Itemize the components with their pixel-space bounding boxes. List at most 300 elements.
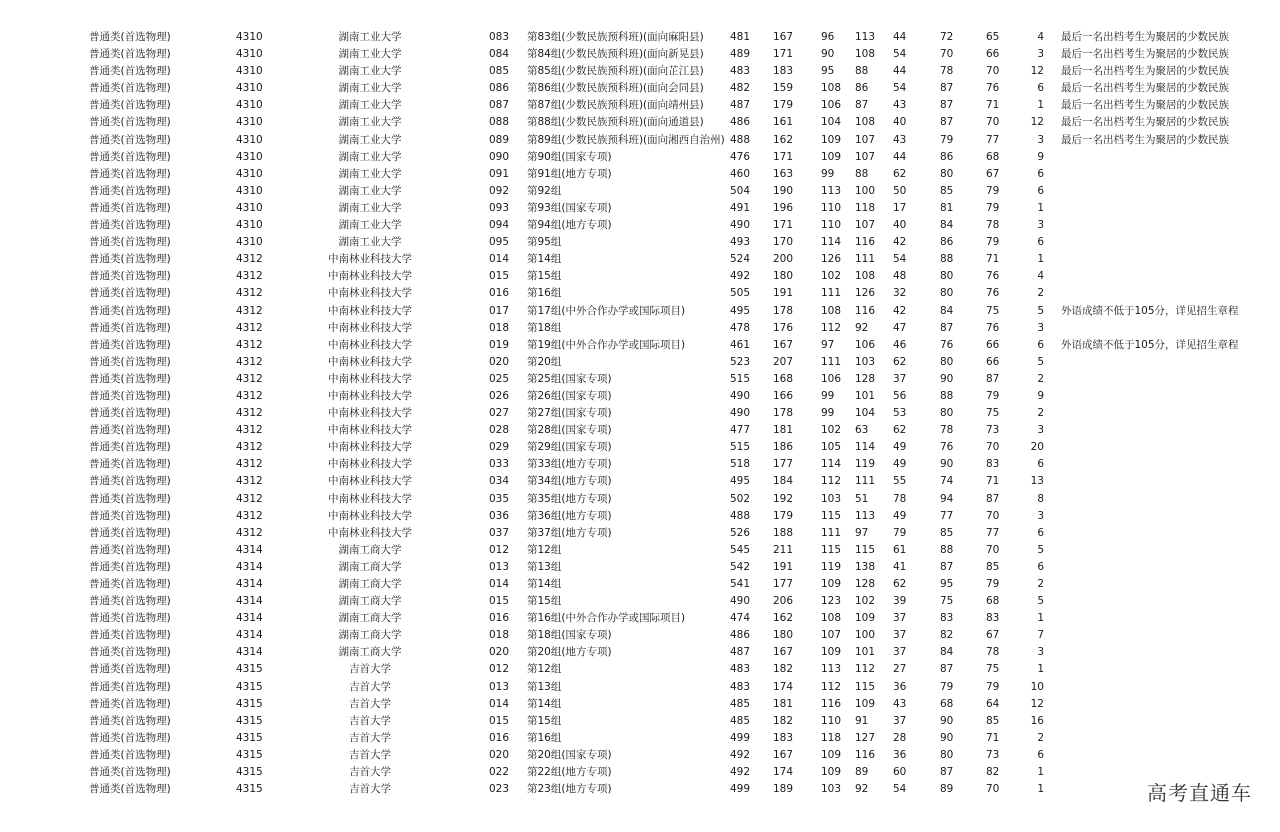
group-name-cell: 第84组(少数民族预科班)(面向新晃县) xyxy=(527,48,704,61)
score-cell-6: 81 xyxy=(940,201,954,214)
score-cell-4: 51 xyxy=(855,492,869,505)
score-cell-3: 111 xyxy=(821,287,842,300)
score-cell-6: 72 xyxy=(940,31,954,43)
group-code-cell: 083 xyxy=(489,31,510,43)
school-code-cell: 4312 xyxy=(236,526,263,539)
score-total-cell: 488 xyxy=(730,509,751,522)
score-cell-5: 49 xyxy=(893,509,907,522)
group-code-cell: 035 xyxy=(489,492,510,505)
plan-count-cell: 6 xyxy=(1037,167,1044,180)
score-cell-4: 128 xyxy=(855,372,876,385)
score-cell-4: 97 xyxy=(855,526,869,539)
score-cell-4: 88 xyxy=(855,65,869,78)
school-code-cell: 4312 xyxy=(236,372,263,385)
score-cell-2: 191 xyxy=(773,287,794,300)
category-cell: 普通类(首选物理) xyxy=(89,338,171,351)
category-cell: 普通类(首选物理) xyxy=(89,560,171,573)
table-row xyxy=(0,696,1280,713)
score-cell-2: 159 xyxy=(773,82,794,95)
school-name-cell: 湖南工商大学 xyxy=(338,578,402,590)
category-cell: 普通类(首选物理) xyxy=(89,492,171,505)
score-cell-5: 43 xyxy=(893,99,907,112)
school-code-cell: 4312 xyxy=(236,304,263,317)
score-cell-3: 126 xyxy=(821,253,842,266)
category-cell: 普通类(首选物理) xyxy=(89,355,171,368)
score-cell-5: 55 xyxy=(893,475,907,488)
score-cell-4: 89 xyxy=(855,766,869,779)
group-name-cell: 第15组 xyxy=(527,595,562,608)
score-cell-4: 104 xyxy=(855,407,876,420)
group-name-cell: 第16组 xyxy=(527,287,562,300)
score-cell-7: 87 xyxy=(986,492,1000,505)
category-cell: 普通类(首选物理) xyxy=(89,407,171,420)
score-total-cell: 489 xyxy=(730,48,751,61)
school-code-cell: 4310 xyxy=(236,116,263,129)
table-row xyxy=(0,371,1280,388)
score-cell-6: 77 xyxy=(940,509,954,522)
plan-count-cell: 5 xyxy=(1037,595,1044,608)
school-code-cell: 4312 xyxy=(236,441,263,454)
score-cell-5: 43 xyxy=(893,133,907,146)
score-cell-6: 84 xyxy=(940,219,954,232)
score-cell-3: 109 xyxy=(821,646,842,659)
score-cell-5: 17 xyxy=(893,201,907,214)
score-cell-2: 163 xyxy=(773,167,794,180)
score-cell-4: 119 xyxy=(855,458,876,471)
score-cell-6: 80 xyxy=(940,167,954,180)
score-cell-4: 118 xyxy=(855,201,876,214)
group-code-cell: 034 xyxy=(489,475,510,488)
score-total-cell: 490 xyxy=(730,389,751,402)
school-code-cell: 4312 xyxy=(236,321,263,334)
score-cell-6: 88 xyxy=(940,253,954,266)
plan-count-cell: 6 xyxy=(1037,82,1044,95)
score-total-cell: 526 xyxy=(730,526,751,539)
group-name-cell: 第19组(中外合作办学或国际项目) xyxy=(527,338,686,351)
score-cell-7: 73 xyxy=(986,748,1000,761)
score-cell-6: 84 xyxy=(940,304,954,317)
school-name-cell: 中南林业科技大学 xyxy=(328,321,412,334)
group-name-cell: 第93组(国家专项) xyxy=(527,201,612,214)
group-code-cell: 014 xyxy=(489,578,510,590)
group-code-cell: 023 xyxy=(489,783,510,796)
school-name-cell: 吉首大学 xyxy=(349,766,391,779)
plan-count-cell: 1 xyxy=(1037,783,1044,796)
score-cell-3: 104 xyxy=(821,116,842,129)
school-code-cell: 4315 xyxy=(236,680,263,693)
score-cell-4: 107 xyxy=(855,150,876,163)
score-cell-4: 109 xyxy=(855,612,876,625)
plan-count-cell: 9 xyxy=(1037,150,1044,163)
group-code-cell: 016 xyxy=(489,287,510,300)
school-code-cell: 4310 xyxy=(236,31,263,43)
score-cell-5: 54 xyxy=(893,783,907,796)
plan-count-cell: 2 xyxy=(1037,287,1044,300)
school-code-cell: 4310 xyxy=(236,99,263,112)
score-cell-2: 179 xyxy=(773,509,794,522)
score-cell-5: 50 xyxy=(893,184,907,197)
category-cell: 普通类(首选物理) xyxy=(89,748,171,761)
score-cell-5: 36 xyxy=(893,748,907,761)
score-cell-2: 171 xyxy=(773,219,794,232)
score-total-cell: 485 xyxy=(730,697,751,710)
score-cell-3: 96 xyxy=(821,31,835,43)
school-code-cell: 4310 xyxy=(236,133,263,146)
table-row xyxy=(0,439,1280,456)
school-name-cell: 吉首大学 xyxy=(349,680,391,693)
school-code-cell: 4315 xyxy=(236,783,263,796)
score-cell-4: 103 xyxy=(855,355,876,368)
group-code-cell: 028 xyxy=(489,424,510,437)
score-cell-4: 92 xyxy=(855,783,869,796)
score-cell-7: 83 xyxy=(986,612,1000,625)
school-name-cell: 湖南工业大学 xyxy=(338,82,402,95)
category-cell: 普通类(首选物理) xyxy=(89,99,171,112)
score-cell-4: 111 xyxy=(855,253,876,266)
score-total-cell: 486 xyxy=(730,629,751,642)
plan-count-cell: 5 xyxy=(1037,355,1044,368)
score-total-cell: 523 xyxy=(730,355,751,368)
school-code-cell: 4314 xyxy=(236,646,263,659)
school-code-cell: 4310 xyxy=(236,184,263,197)
school-name-cell: 湖南工业大学 xyxy=(338,184,402,197)
group-code-cell: 089 xyxy=(489,133,510,146)
table-row xyxy=(0,559,1280,576)
score-cell-2: 176 xyxy=(773,321,794,334)
table-row xyxy=(0,217,1280,234)
score-cell-4: 113 xyxy=(855,31,876,43)
score-cell-2: 181 xyxy=(773,697,794,710)
plan-count-cell: 3 xyxy=(1037,219,1044,232)
group-name-cell: 第16组(中外合作办学或国际项目) xyxy=(527,612,686,625)
score-total-cell: 474 xyxy=(730,612,751,625)
score-cell-3: 105 xyxy=(821,441,842,454)
group-name-cell: 第22组(地方专项) xyxy=(527,766,612,779)
group-code-cell: 016 xyxy=(489,731,510,744)
plan-count-cell: 12 xyxy=(1030,65,1044,78)
score-cell-6: 80 xyxy=(940,407,954,420)
score-cell-3: 95 xyxy=(821,65,835,78)
score-cell-3: 113 xyxy=(821,663,842,676)
score-cell-7: 76 xyxy=(986,287,1000,300)
score-cell-7: 85 xyxy=(986,714,1000,727)
category-cell: 普通类(首选物理) xyxy=(89,321,171,334)
score-cell-6: 87 xyxy=(940,321,954,334)
score-cell-2: 196 xyxy=(773,201,794,214)
score-cell-6: 88 xyxy=(940,389,954,402)
school-code-cell: 4312 xyxy=(236,253,263,266)
score-cell-4: 102 xyxy=(855,595,876,608)
score-cell-4: 108 xyxy=(855,116,876,129)
score-cell-2: 200 xyxy=(773,253,794,266)
school-name-cell: 湖南工业大学 xyxy=(338,167,402,180)
score-cell-7: 66 xyxy=(986,355,1000,368)
school-code-cell: 4314 xyxy=(236,629,263,642)
score-total-cell: 477 xyxy=(730,424,751,437)
plan-count-cell: 1 xyxy=(1037,766,1044,779)
score-cell-6: 88 xyxy=(940,543,954,556)
score-total-cell: 482 xyxy=(730,82,751,95)
score-cell-2: 174 xyxy=(773,680,794,693)
group-code-cell: 094 xyxy=(489,219,510,232)
score-cell-4: 86 xyxy=(855,82,869,95)
score-cell-3: 99 xyxy=(821,407,835,420)
plan-count-cell: 1 xyxy=(1037,663,1044,676)
score-cell-7: 67 xyxy=(986,629,1000,642)
score-cell-5: 49 xyxy=(893,441,907,454)
score-total-cell: 486 xyxy=(730,116,751,129)
group-name-cell: 第36组(地方专项) xyxy=(527,509,612,522)
score-total-cell: 499 xyxy=(730,731,751,744)
score-cell-3: 102 xyxy=(821,424,842,437)
score-cell-2: 171 xyxy=(773,48,794,61)
group-code-cell: 020 xyxy=(489,646,510,659)
score-cell-7: 87 xyxy=(986,372,1000,385)
score-cell-4: 116 xyxy=(855,748,876,761)
score-cell-2: 180 xyxy=(773,629,794,642)
plan-count-cell: 2 xyxy=(1037,578,1044,590)
score-cell-6: 78 xyxy=(940,424,954,437)
score-cell-2: 178 xyxy=(773,407,794,420)
score-cell-6: 87 xyxy=(940,560,954,573)
plan-count-cell: 3 xyxy=(1037,48,1044,61)
table-row xyxy=(0,576,1280,593)
score-total-cell: 490 xyxy=(730,407,751,420)
category-cell: 普通类(首选物理) xyxy=(89,458,171,471)
score-cell-7: 70 xyxy=(986,783,1000,796)
score-total-cell: 487 xyxy=(730,646,751,659)
table-row xyxy=(0,422,1280,439)
score-cell-7: 71 xyxy=(986,475,1000,488)
category-cell: 普通类(首选物理) xyxy=(89,697,171,710)
score-total-cell: 483 xyxy=(730,65,751,78)
score-cell-6: 87 xyxy=(940,116,954,129)
score-cell-3: 108 xyxy=(821,612,842,625)
score-cell-5: 54 xyxy=(893,253,907,266)
score-cell-7: 76 xyxy=(986,270,1000,283)
score-cell-7: 85 xyxy=(986,560,1000,573)
score-cell-6: 85 xyxy=(940,184,954,197)
plan-count-cell: 6 xyxy=(1037,526,1044,539)
score-cell-7: 70 xyxy=(986,65,1000,78)
note-cell: 最后一名出档考生为聚居的少数民族 xyxy=(1061,31,1229,43)
group-code-cell: 090 xyxy=(489,150,510,163)
score-cell-6: 85 xyxy=(940,526,954,539)
score-cell-5: 43 xyxy=(893,697,907,710)
score-cell-4: 107 xyxy=(855,133,876,146)
plan-count-cell: 6 xyxy=(1037,338,1044,351)
group-code-cell: 015 xyxy=(489,714,510,727)
score-cell-7: 67 xyxy=(986,167,1000,180)
school-name-cell: 湖南工商大学 xyxy=(338,646,402,659)
school-name-cell: 湖南工业大学 xyxy=(338,116,402,129)
table-row xyxy=(0,46,1280,63)
note-cell: 外语成绩不低于105分，详见招生章程 xyxy=(1061,304,1239,317)
table-row xyxy=(0,388,1280,405)
note-cell: 外语成绩不低于105分，详见招生章程 xyxy=(1061,338,1239,351)
score-cell-3: 110 xyxy=(821,219,842,232)
score-cell-3: 112 xyxy=(821,680,842,693)
group-name-cell: 第88组(少数民族预科班)(面向通道县) xyxy=(527,116,704,129)
school-name-cell: 吉首大学 xyxy=(349,697,391,710)
category-cell: 普通类(首选物理) xyxy=(89,167,171,180)
plan-count-cell: 5 xyxy=(1037,304,1044,317)
note-cell: 最后一名出档考生为聚居的少数民族 xyxy=(1061,65,1229,78)
category-cell: 普通类(首选物理) xyxy=(89,543,171,556)
school-code-cell: 4315 xyxy=(236,731,263,744)
score-total-cell: 541 xyxy=(730,578,751,590)
plan-count-cell: 12 xyxy=(1030,697,1044,710)
group-name-cell: 第35组(地方专项) xyxy=(527,492,612,505)
school-name-cell: 中南林业科技大学 xyxy=(328,372,412,385)
category-cell: 普通类(首选物理) xyxy=(89,766,171,779)
score-cell-2: 188 xyxy=(773,526,794,539)
table-row xyxy=(0,320,1280,337)
school-name-cell: 湖南工商大学 xyxy=(338,629,402,642)
score-cell-2: 189 xyxy=(773,783,794,796)
school-code-cell: 4312 xyxy=(236,475,263,488)
score-cell-2: 182 xyxy=(773,663,794,676)
school-name-cell: 湖南工业大学 xyxy=(338,65,402,78)
score-cell-2: 179 xyxy=(773,99,794,112)
school-name-cell: 湖南工业大学 xyxy=(338,201,402,214)
score-cell-7: 71 xyxy=(986,99,1000,112)
score-total-cell: 545 xyxy=(730,543,751,556)
category-cell: 普通类(首选物理) xyxy=(89,526,171,539)
score-cell-6: 79 xyxy=(940,133,954,146)
table-row xyxy=(0,149,1280,166)
score-total-cell: 488 xyxy=(730,133,751,146)
score-cell-2: 183 xyxy=(773,731,794,744)
score-total-cell: 481 xyxy=(730,31,751,43)
score-cell-2: 192 xyxy=(773,492,794,505)
score-cell-7: 68 xyxy=(986,150,1000,163)
group-code-cell: 095 xyxy=(489,236,510,249)
group-code-cell: 016 xyxy=(489,612,510,625)
score-total-cell: 495 xyxy=(730,475,751,488)
plan-count-cell: 1 xyxy=(1037,612,1044,625)
category-cell: 普通类(首选物理) xyxy=(89,612,171,625)
score-cell-3: 112 xyxy=(821,321,842,334)
score-total-cell: 504 xyxy=(730,184,751,197)
score-cell-4: 115 xyxy=(855,543,876,556)
group-name-cell: 第17组(中外合作办学或国际项目) xyxy=(527,304,686,317)
score-cell-7: 79 xyxy=(986,578,1000,590)
group-name-cell: 第89组(少数民族预科班)(面向湘西自治州) xyxy=(527,133,725,146)
score-cell-6: 87 xyxy=(940,82,954,95)
score-cell-5: 46 xyxy=(893,338,907,351)
score-cell-2: 167 xyxy=(773,31,794,43)
note-cell: 最后一名出档考生为聚居的少数民族 xyxy=(1061,48,1229,61)
plan-count-cell: 6 xyxy=(1037,748,1044,761)
score-cell-6: 80 xyxy=(940,748,954,761)
table-row xyxy=(0,730,1280,747)
table-row xyxy=(0,627,1280,644)
score-cell-4: 88 xyxy=(855,167,869,180)
score-cell-4: 111 xyxy=(855,475,876,488)
score-total-cell: 505 xyxy=(730,287,751,300)
school-code-cell: 4315 xyxy=(236,697,263,710)
score-cell-6: 87 xyxy=(940,663,954,676)
score-cell-5: 49 xyxy=(893,458,907,471)
category-cell: 普通类(首选物理) xyxy=(89,287,171,300)
group-name-cell: 第33组(地方专项) xyxy=(527,458,612,471)
group-code-cell: 014 xyxy=(489,697,510,710)
score-cell-3: 113 xyxy=(821,184,842,197)
school-name-cell: 中南林业科技大学 xyxy=(328,441,412,454)
group-name-cell: 第87组(少数民族预科班)(面向靖州县) xyxy=(527,99,704,112)
group-name-cell: 第95组 xyxy=(527,236,562,249)
school-code-cell: 4314 xyxy=(236,543,263,556)
score-cell-3: 111 xyxy=(821,355,842,368)
table-row xyxy=(0,268,1280,285)
group-code-cell: 013 xyxy=(489,680,510,693)
plan-count-cell: 3 xyxy=(1037,321,1044,334)
group-name-cell: 第23组(地方专项) xyxy=(527,783,612,796)
category-cell: 普通类(首选物理) xyxy=(89,663,171,676)
school-name-cell: 湖南工业大学 xyxy=(338,31,402,43)
school-code-cell: 4312 xyxy=(236,407,263,420)
score-total-cell: 515 xyxy=(730,372,751,385)
category-cell: 普通类(首选物理) xyxy=(89,82,171,95)
score-cell-4: 112 xyxy=(855,663,876,676)
score-cell-7: 71 xyxy=(986,731,1000,744)
plan-count-cell: 10 xyxy=(1030,680,1044,693)
score-cell-3: 119 xyxy=(821,560,842,573)
score-cell-3: 110 xyxy=(821,714,842,727)
group-code-cell: 015 xyxy=(489,270,510,283)
group-code-cell: 027 xyxy=(489,407,510,420)
score-cell-5: 44 xyxy=(893,65,907,78)
plan-count-cell: 16 xyxy=(1030,714,1044,727)
school-code-cell: 4312 xyxy=(236,509,263,522)
group-code-cell: 086 xyxy=(489,82,510,95)
school-name-cell: 湖南工商大学 xyxy=(338,595,402,608)
school-code-cell: 4312 xyxy=(236,389,263,402)
category-cell: 普通类(首选物理) xyxy=(89,201,171,214)
plan-count-cell: 7 xyxy=(1037,629,1044,642)
score-cell-5: 36 xyxy=(893,680,907,693)
score-cell-7: 66 xyxy=(986,48,1000,61)
school-name-cell: 吉首大学 xyxy=(349,748,391,761)
score-cell-6: 86 xyxy=(940,150,954,163)
group-code-cell: 015 xyxy=(489,595,510,608)
score-cell-4: 100 xyxy=(855,184,876,197)
category-cell: 普通类(首选物理) xyxy=(89,184,171,197)
school-name-cell: 吉首大学 xyxy=(349,731,391,744)
table-row xyxy=(0,405,1280,422)
plan-count-cell: 3 xyxy=(1037,133,1044,146)
plan-count-cell: 5 xyxy=(1037,543,1044,556)
table-row xyxy=(0,679,1280,696)
category-cell: 普通类(首选物理) xyxy=(89,731,171,744)
score-cell-4: 115 xyxy=(855,680,876,693)
score-cell-5: 62 xyxy=(893,355,907,368)
plan-count-cell: 3 xyxy=(1037,646,1044,659)
score-cell-2: 181 xyxy=(773,424,794,437)
score-cell-7: 70 xyxy=(986,441,1000,454)
score-cell-7: 78 xyxy=(986,219,1000,232)
score-cell-7: 79 xyxy=(986,184,1000,197)
admission-score-table xyxy=(0,29,1280,798)
score-cell-5: 37 xyxy=(893,372,907,385)
plan-count-cell: 6 xyxy=(1037,458,1044,471)
category-cell: 普通类(首选物理) xyxy=(89,270,171,283)
score-cell-5: 42 xyxy=(893,304,907,317)
category-cell: 普通类(首选物理) xyxy=(89,65,171,78)
school-name-cell: 湖南工业大学 xyxy=(338,150,402,163)
plan-count-cell: 9 xyxy=(1037,389,1044,402)
